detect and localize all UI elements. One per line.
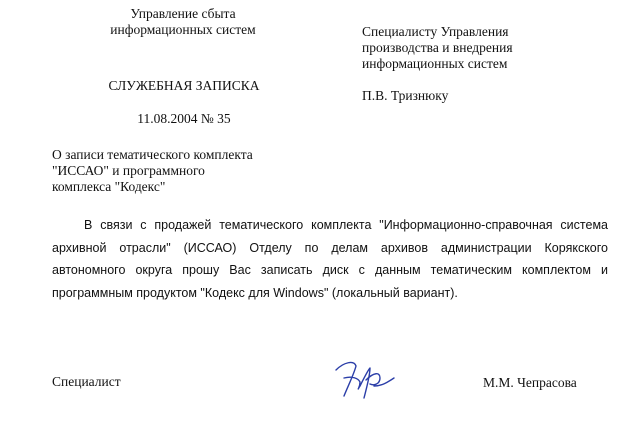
subject-line-2: "ИССАО" и программного [52, 163, 205, 178]
recipient-line-2: производства и внедрения [362, 40, 513, 55]
recipient-line-1: Специалисту Управления [362, 24, 509, 39]
subject-block [52, 147, 312, 195]
handwritten-signature [330, 356, 402, 402]
subject-line-1: О записи тематического комплекта [52, 147, 253, 162]
signer-role: Специалист [52, 374, 121, 389]
document-title: СЛУЖЕБНАЯ ЗАПИСКА [108, 78, 260, 93]
recipient-name: П.В. Тризнюку [362, 88, 449, 103]
signature-stroke [336, 363, 394, 398]
sender-line-1: Управление сбыта [130, 6, 236, 21]
memo-body: В связи с продажей тематического комплекта "Информационно-справочная система архивной отрасли" (ИССАО) Отделу по делам архивов администрации Корякского автономного округа прошу Вас записать диск с данным тематическим комплектом и программным продуктом "Кодекс для Windows" (локальный вариант). [52, 218, 608, 300]
sender-line-2: информационных систем [110, 22, 256, 37]
sender-department [88, 6, 278, 38]
subject-line-3: комплекса "Кодекс" [52, 179, 166, 194]
document-date-number: 11.08.2004 № 35 [137, 111, 231, 126]
recipient-block [362, 24, 622, 72]
recipient-line-3: информационных систем [362, 56, 508, 71]
signer-name: М.М. Чепрасова [483, 375, 577, 390]
